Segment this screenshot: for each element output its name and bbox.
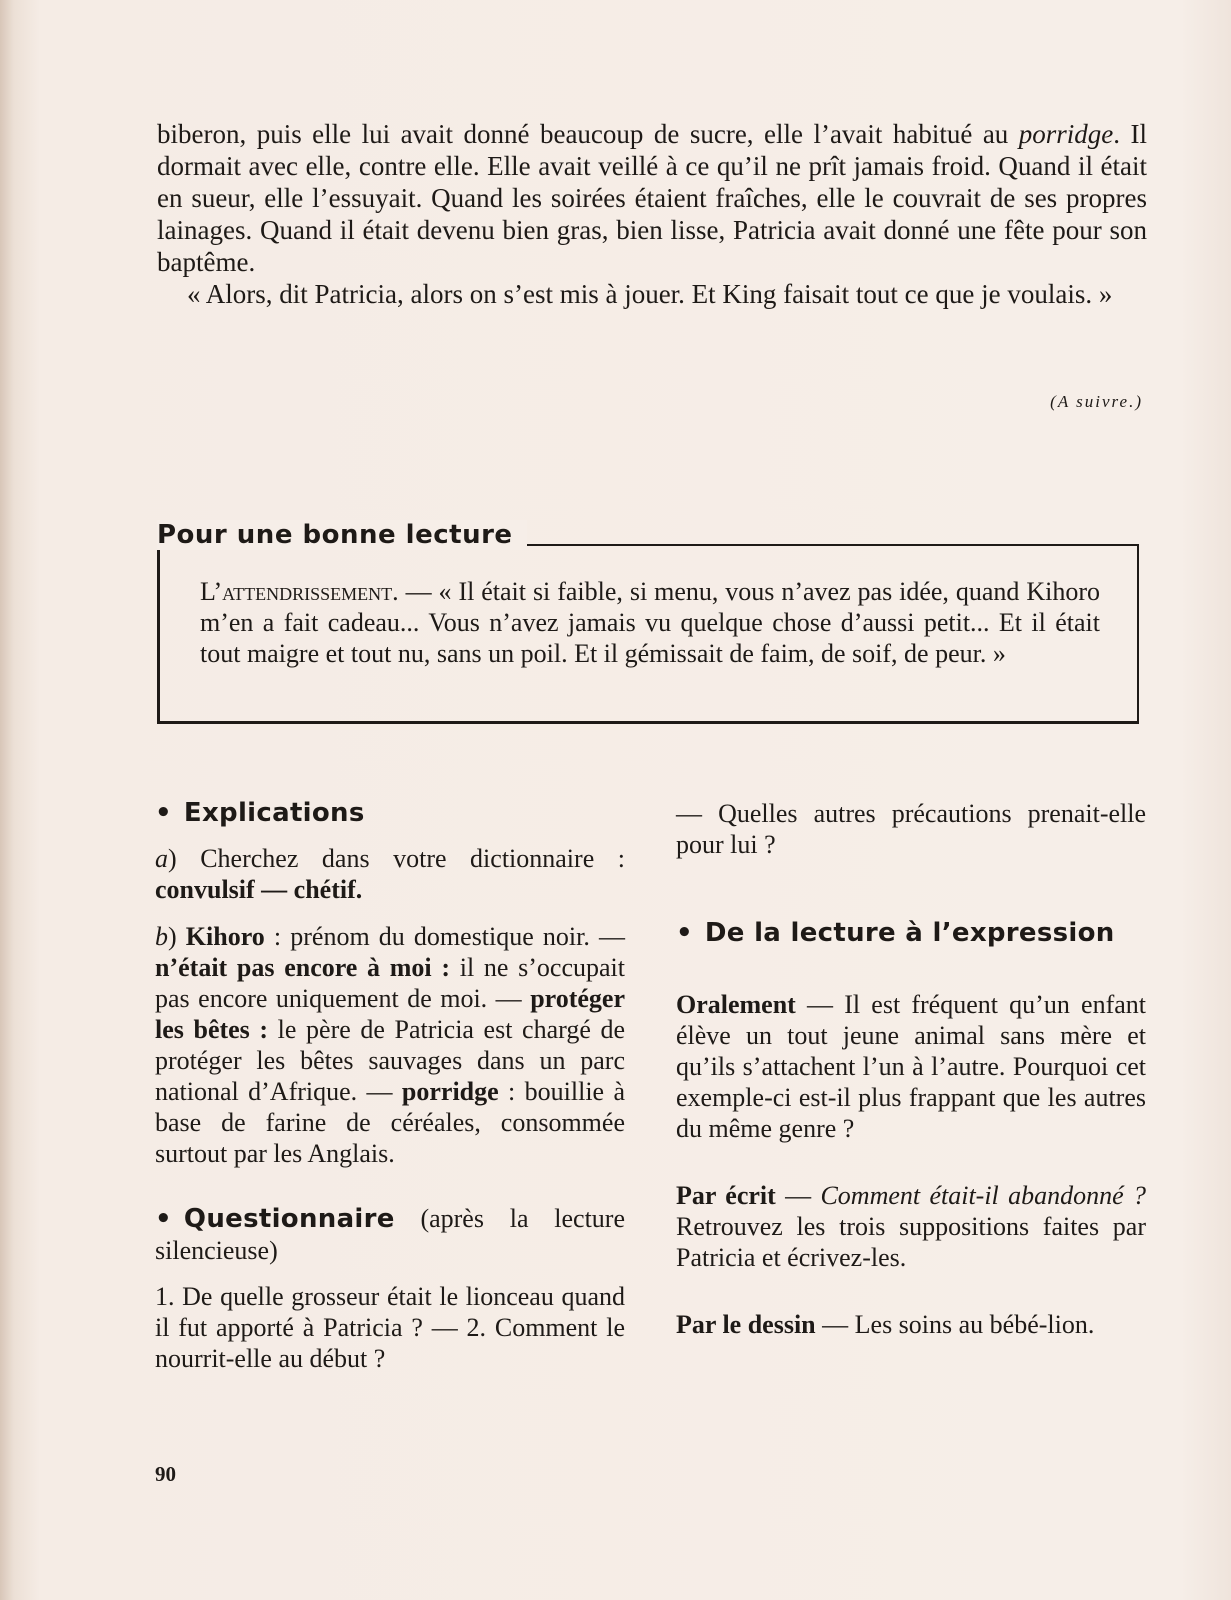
questionnaire-heading: • Questionnaire (après la lecture silencieuse) xyxy=(155,1204,625,1265)
lecture-text: L’attendrissement. — « Il était si faible, si menu, vous n’avez pas idée, quand Kihoro m’en a fait cadeau... Vous n’avez jamais vu quelque chose d’aussi petit... Et il était tout maigre et tout nu, sans un poil. Et il gémissait de faim, de soif, de peur. » xyxy=(200,577,1100,668)
porridge-italic: porridge xyxy=(1018,119,1114,149)
expression-ecrit: Par écrit — Comment était-il abandonné ? Retrouvez les trois suppositions faites par Patricia et écrivez-les. xyxy=(676,1181,1146,1272)
expression-heading: • De la lecture à l’expression xyxy=(676,918,1115,948)
left-column xyxy=(155,798,625,1390)
expression-oral: Oralement — Il est fréquent qu’un enfant élève un tout jeune animal sans mère et qu’ils s’attachent l’un à l’autre. Pourquoi cet exemple-ci est-il plus frappant que les autres du même genre ? xyxy=(676,990,1146,1143)
expression-dessin: Par le dessin — Les soins au bébé-lion. xyxy=(676,1310,1095,1339)
questionnaire-questions: 1. De quelle grosseur était le lionceau quand il fut apporté à Patricia ? — 2. Comment le nourrit-elle au début ? xyxy=(155,1282,625,1373)
lecture-label: L’attendrissement. xyxy=(200,577,399,606)
page-number: 90 xyxy=(155,1462,176,1486)
story-text xyxy=(157,118,1147,310)
story-paragraph-2: « Alors, dit Patricia, alors on s’est mis à jouer. Et King faisait tout ce que je voulais. » xyxy=(187,279,1113,309)
bullet-icon: • xyxy=(676,918,693,948)
explications-a: a) Cherchez dans votre dictionnaire : convulsif — chétif. xyxy=(155,844,625,904)
explications-heading: • Explications xyxy=(155,798,365,828)
right-column xyxy=(676,798,1146,1356)
to-be-continued: (A suivre.) xyxy=(1050,392,1143,411)
bullet-icon: • xyxy=(155,798,172,828)
explications-b: b) Kihoro : prénom du domestique noir. — n’était pas encore à moi : il ne s’occupait pas encore uniquement de moi. — protéger les bêtes : le père de Patricia est chargé de protéger les bêtes sauvages dans un parc national d’Afrique. — porridge : bouillie à base de farine de céréales, consommée surtout par les Anglais. xyxy=(155,922,626,1168)
story-paragraph-1: biberon, puis elle lui avait donné beaucoup de sucre, elle l’avait habitué au porridge. Il dormait avec elle, contre elle. Elle avait veillé à ce qu’il ne prît jamais froid. Quand il était en sueur, elle l’essuyait. Quand les soirées étaient fraîches, elle le couvrait de ses propres lainages. Quand il était devenu bien gras, bien lisse, Patricia avait donné une fête pour son baptême. xyxy=(157,119,1147,277)
lecture-section-title: Pour une bonne lecture xyxy=(157,520,527,550)
questionnaire-continued: — Quelles autres précautions prenait-elle pour lui ? xyxy=(676,799,1146,859)
bullet-icon: • xyxy=(155,1204,172,1234)
